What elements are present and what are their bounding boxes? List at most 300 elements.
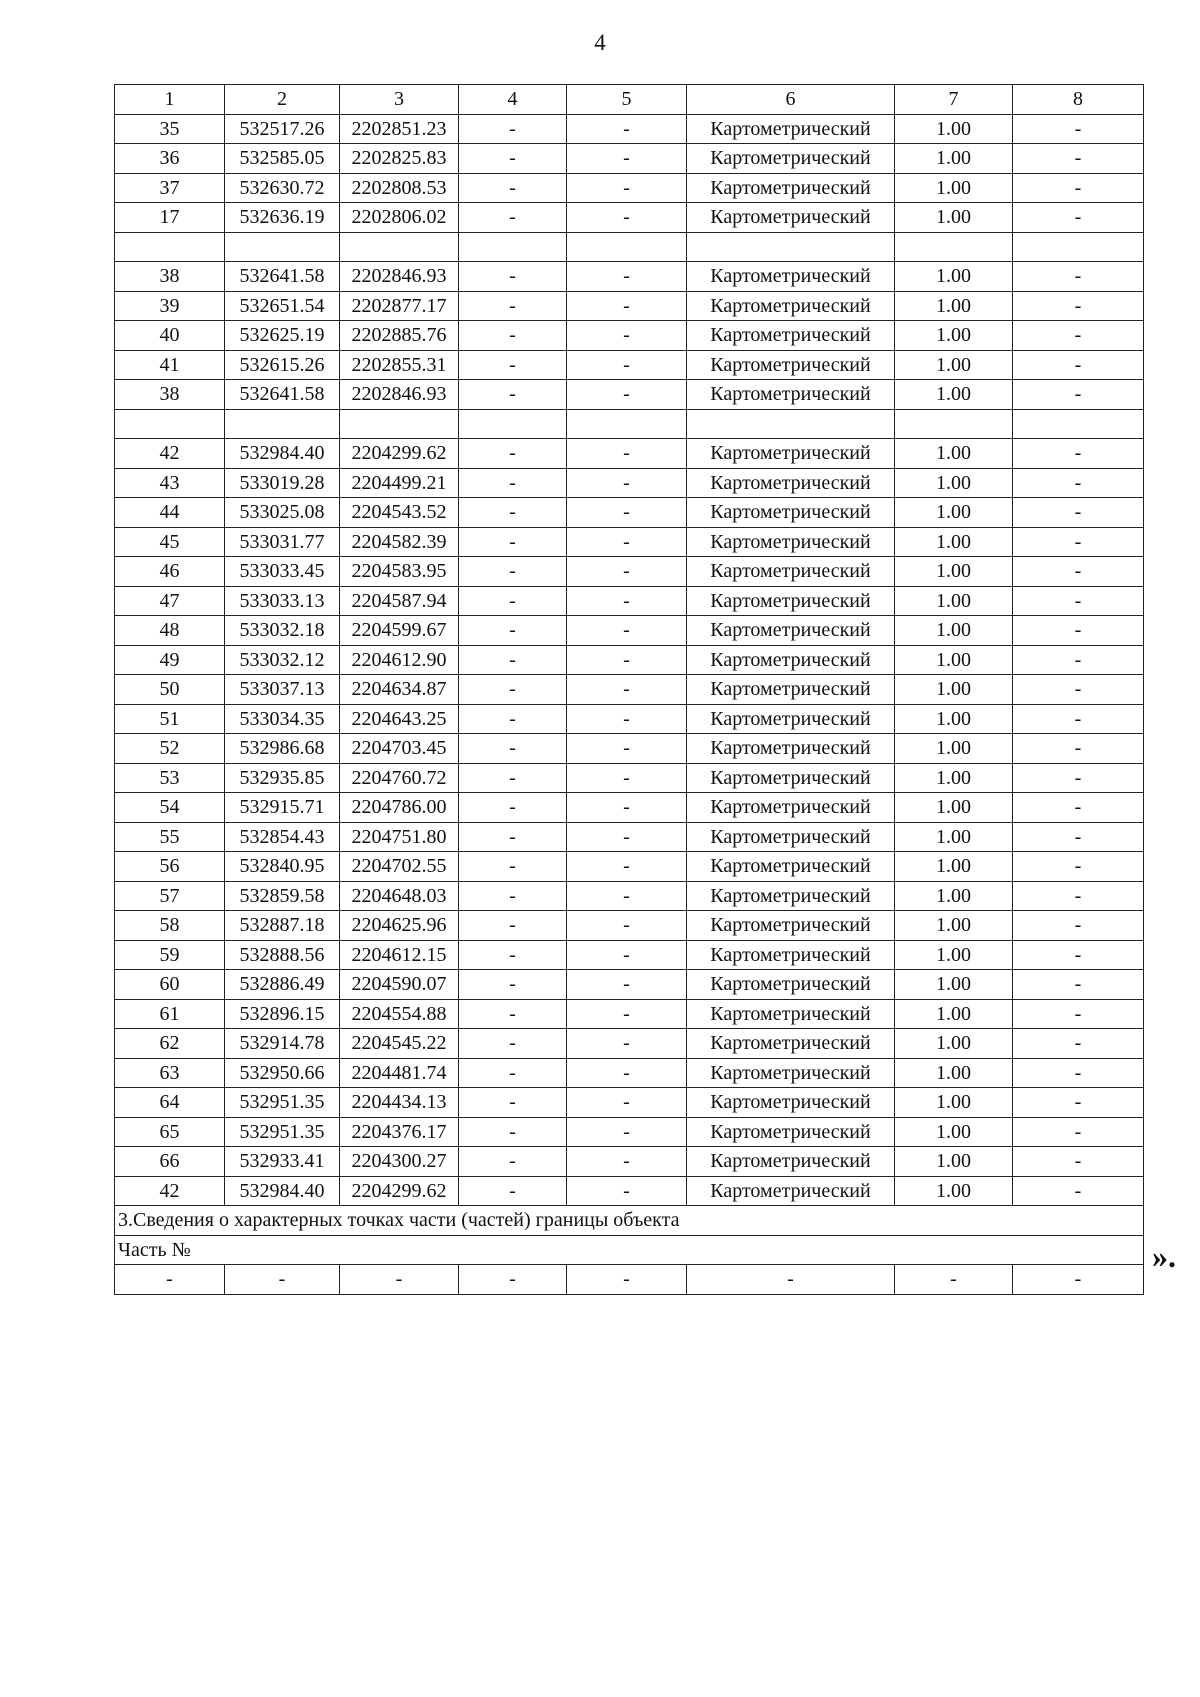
table-cell: - bbox=[1013, 1088, 1144, 1118]
table-cell: Картометрический bbox=[687, 675, 895, 705]
table-cell: 1.00 bbox=[895, 1117, 1013, 1147]
part-cell: - bbox=[340, 1265, 459, 1295]
table-cell: Картометрический bbox=[687, 114, 895, 144]
table-cell: - bbox=[459, 498, 567, 528]
table-cell: - bbox=[567, 675, 687, 705]
table-cell: 2204648.03 bbox=[340, 881, 459, 911]
table-cell: 1.00 bbox=[895, 881, 1013, 911]
table-cell: Картометрический bbox=[687, 144, 895, 174]
table-cell: Картометрический bbox=[687, 822, 895, 852]
table-cell: Картометрический bbox=[687, 527, 895, 557]
table-cell: 44 bbox=[115, 498, 225, 528]
table-cell: 532951.35 bbox=[225, 1117, 340, 1147]
table-cell: 61 bbox=[115, 999, 225, 1029]
table-row bbox=[115, 881, 1144, 911]
table-cell: 50 bbox=[115, 675, 225, 705]
table-cell: 38 bbox=[115, 262, 225, 292]
table-cell: 2204760.72 bbox=[340, 763, 459, 793]
table-cell: Картометрический bbox=[687, 1058, 895, 1088]
table-cell: 2204543.52 bbox=[340, 498, 459, 528]
table-row bbox=[115, 616, 1144, 646]
table-cell: - bbox=[1013, 144, 1144, 174]
header-cell: 7 bbox=[895, 85, 1013, 115]
table-cell: 65 bbox=[115, 1117, 225, 1147]
table-cell: - bbox=[459, 911, 567, 941]
table-cell: - bbox=[567, 173, 687, 203]
table-cell bbox=[687, 232, 895, 262]
table-cell: - bbox=[459, 527, 567, 557]
table-cell: 533033.13 bbox=[225, 586, 340, 616]
table-cell: - bbox=[1013, 822, 1144, 852]
table-cell: - bbox=[567, 616, 687, 646]
table-cell: 56 bbox=[115, 852, 225, 882]
table-cell: 1.00 bbox=[895, 291, 1013, 321]
table-cell: - bbox=[567, 822, 687, 852]
part-cell: - bbox=[225, 1265, 340, 1295]
part-cell: - bbox=[1013, 1265, 1144, 1295]
table-cell: 1.00 bbox=[895, 822, 1013, 852]
table-row bbox=[115, 793, 1144, 823]
header-cell: 4 bbox=[459, 85, 567, 115]
table-cell: Картометрический bbox=[687, 734, 895, 764]
table-cell: - bbox=[567, 999, 687, 1029]
table-cell: 533037.13 bbox=[225, 675, 340, 705]
table-cell: Картометрический bbox=[687, 203, 895, 233]
table-cell: - bbox=[567, 527, 687, 557]
table-cell: - bbox=[567, 468, 687, 498]
table-cell: 1.00 bbox=[895, 557, 1013, 587]
header-cell: 3 bbox=[340, 85, 459, 115]
table-cell: 1.00 bbox=[895, 1176, 1013, 1206]
table-cell: - bbox=[459, 557, 567, 587]
table-cell: 2204434.13 bbox=[340, 1088, 459, 1118]
table-cell: 2204702.55 bbox=[340, 852, 459, 882]
table-cell: 2202855.31 bbox=[340, 350, 459, 380]
table-row bbox=[115, 970, 1144, 1000]
table-cell: 1.00 bbox=[895, 1058, 1013, 1088]
table-cell: 2204376.17 bbox=[340, 1117, 459, 1147]
table-cell: - bbox=[459, 439, 567, 469]
table-row bbox=[115, 144, 1144, 174]
table-cell: 36 bbox=[115, 144, 225, 174]
table-cell: 1.00 bbox=[895, 321, 1013, 351]
table-cell: 1.00 bbox=[895, 350, 1013, 380]
table-cell: - bbox=[567, 1088, 687, 1118]
table-cell: - bbox=[1013, 1058, 1144, 1088]
table-cell: Картометрический bbox=[687, 970, 895, 1000]
table-cell: 2204625.96 bbox=[340, 911, 459, 941]
table-cell: - bbox=[1013, 675, 1144, 705]
table-cell: - bbox=[567, 203, 687, 233]
table-row bbox=[115, 468, 1144, 498]
table-cell: - bbox=[567, 763, 687, 793]
table-cell: - bbox=[459, 675, 567, 705]
table-cell: - bbox=[1013, 527, 1144, 557]
table-cell: 532915.71 bbox=[225, 793, 340, 823]
table-cell: 48 bbox=[115, 616, 225, 646]
table-cell: - bbox=[567, 1117, 687, 1147]
table-cell: 1.00 bbox=[895, 1147, 1013, 1177]
table-cell: - bbox=[567, 970, 687, 1000]
table-cell: - bbox=[1013, 557, 1144, 587]
table-cell: - bbox=[459, 203, 567, 233]
table-row bbox=[115, 173, 1144, 203]
table-row bbox=[115, 114, 1144, 144]
table-cell: - bbox=[459, 852, 567, 882]
table-cell: 2204612.90 bbox=[340, 645, 459, 675]
table-cell: - bbox=[459, 1058, 567, 1088]
table-cell: Картометрический bbox=[687, 793, 895, 823]
table-cell: 2204599.67 bbox=[340, 616, 459, 646]
table-cell: - bbox=[459, 321, 567, 351]
table-cell: 532984.40 bbox=[225, 1176, 340, 1206]
table-cell: 1.00 bbox=[895, 1088, 1013, 1118]
table-cell: 2204583.95 bbox=[340, 557, 459, 587]
table-cell: 45 bbox=[115, 527, 225, 557]
table-cell: Картометрический bbox=[687, 1088, 895, 1118]
table-cell: - bbox=[567, 704, 687, 734]
table-cell: 533032.12 bbox=[225, 645, 340, 675]
table-cell: 2204612.15 bbox=[340, 940, 459, 970]
table-cell: 42 bbox=[115, 1176, 225, 1206]
table-cell: - bbox=[567, 350, 687, 380]
table-cell: - bbox=[567, 881, 687, 911]
table-cell: 532896.15 bbox=[225, 999, 340, 1029]
table-cell: - bbox=[1013, 734, 1144, 764]
part-cell: - bbox=[567, 1265, 687, 1295]
table-cell: 1.00 bbox=[895, 173, 1013, 203]
table-cell: - bbox=[459, 1117, 567, 1147]
table-cell: - bbox=[1013, 645, 1144, 675]
table-cell: - bbox=[567, 586, 687, 616]
table-cell bbox=[1013, 409, 1144, 439]
table-cell: - bbox=[1013, 763, 1144, 793]
table-cell: - bbox=[459, 881, 567, 911]
table-cell: - bbox=[459, 763, 567, 793]
table-row bbox=[115, 645, 1144, 675]
table-cell: 62 bbox=[115, 1029, 225, 1059]
table-cell: 1.00 bbox=[895, 144, 1013, 174]
table-row bbox=[115, 350, 1144, 380]
table-cell bbox=[225, 232, 340, 262]
table-cell: 532636.19 bbox=[225, 203, 340, 233]
table-cell: - bbox=[1013, 1117, 1144, 1147]
table-cell: - bbox=[567, 321, 687, 351]
part-cell: - bbox=[459, 1265, 567, 1295]
table-cell bbox=[895, 232, 1013, 262]
table-row bbox=[115, 1176, 1144, 1206]
table-cell: Картометрический bbox=[687, 645, 895, 675]
table-cell: - bbox=[459, 468, 567, 498]
table-cell: - bbox=[459, 645, 567, 675]
part-cell: - bbox=[115, 1265, 225, 1295]
table-cell: - bbox=[567, 144, 687, 174]
table-cell: Картометрический bbox=[687, 557, 895, 587]
table-cell: 54 bbox=[115, 793, 225, 823]
table-cell bbox=[225, 409, 340, 439]
table-cell: - bbox=[567, 940, 687, 970]
table-cell: 2202806.02 bbox=[340, 203, 459, 233]
table-cell: 2202808.53 bbox=[340, 173, 459, 203]
table-row bbox=[115, 291, 1144, 321]
table-row bbox=[115, 527, 1144, 557]
table-cell: - bbox=[1013, 881, 1144, 911]
table-cell: - bbox=[567, 557, 687, 587]
table-cell bbox=[1013, 232, 1144, 262]
table-cell: - bbox=[1013, 793, 1144, 823]
table-cell: - bbox=[567, 262, 687, 292]
page-number: 4 bbox=[594, 30, 606, 55]
table-cell: - bbox=[1013, 940, 1144, 970]
table-cell: - bbox=[1013, 439, 1144, 469]
table-cell: - bbox=[567, 1058, 687, 1088]
table-cell: 1.00 bbox=[895, 999, 1013, 1029]
table-cell: - bbox=[459, 262, 567, 292]
table-cell: 2204634.87 bbox=[340, 675, 459, 705]
table-cell: 1.00 bbox=[895, 527, 1013, 557]
table-cell bbox=[687, 409, 895, 439]
table-cell: 532859.58 bbox=[225, 881, 340, 911]
table-cell: - bbox=[459, 350, 567, 380]
table-cell: 2204499.21 bbox=[340, 468, 459, 498]
table-cell: Картометрический bbox=[687, 1117, 895, 1147]
table-cell: Картометрический bbox=[687, 1176, 895, 1206]
table-cell: 532641.58 bbox=[225, 262, 340, 292]
table-cell bbox=[115, 409, 225, 439]
table-cell: - bbox=[567, 852, 687, 882]
table-cell bbox=[340, 409, 459, 439]
table-cell: 532887.18 bbox=[225, 911, 340, 941]
table-cell: - bbox=[567, 911, 687, 941]
table-cell: 1.00 bbox=[895, 439, 1013, 469]
table-cell: 2204587.94 bbox=[340, 586, 459, 616]
table-cell: - bbox=[459, 114, 567, 144]
table-cell: 1.00 bbox=[895, 203, 1013, 233]
table-cell: - bbox=[567, 1176, 687, 1206]
table-cell: 2204299.62 bbox=[340, 1176, 459, 1206]
table-cell: 533031.77 bbox=[225, 527, 340, 557]
table-cell: 1.00 bbox=[895, 852, 1013, 882]
table-cell: 49 bbox=[115, 645, 225, 675]
table-cell: Картометрический bbox=[687, 291, 895, 321]
table-cell: - bbox=[459, 822, 567, 852]
table-cell: 1.00 bbox=[895, 645, 1013, 675]
table-cell: 532517.26 bbox=[225, 114, 340, 144]
table-cell: 39 bbox=[115, 291, 225, 321]
part-data-row bbox=[115, 1265, 1144, 1295]
table-cell bbox=[567, 409, 687, 439]
table-cell: Картометрический bbox=[687, 852, 895, 882]
table-cell: Картометрический bbox=[687, 763, 895, 793]
table-row bbox=[115, 822, 1144, 852]
part-cell: - bbox=[687, 1265, 895, 1295]
table-cell: 532585.05 bbox=[225, 144, 340, 174]
table-cell: 2202846.93 bbox=[340, 262, 459, 292]
table-cell bbox=[115, 232, 225, 262]
table-cell: - bbox=[1013, 350, 1144, 380]
table-cell: Картометрический bbox=[687, 350, 895, 380]
table-cell: 1.00 bbox=[895, 1029, 1013, 1059]
table-cell: 532951.35 bbox=[225, 1088, 340, 1118]
table-cell: - bbox=[459, 734, 567, 764]
table-cell: - bbox=[1013, 999, 1144, 1029]
table-cell: 1.00 bbox=[895, 940, 1013, 970]
table-cell: Картометрический bbox=[687, 173, 895, 203]
table-cell: - bbox=[459, 1147, 567, 1177]
table-row bbox=[115, 852, 1144, 882]
table-cell: Картометрический bbox=[687, 911, 895, 941]
table-cell: 533019.28 bbox=[225, 468, 340, 498]
table-cell: Картометрический bbox=[687, 321, 895, 351]
table-row bbox=[115, 262, 1144, 292]
table-cell: Картометрический bbox=[687, 616, 895, 646]
table-cell: 52 bbox=[115, 734, 225, 764]
table-cell: Картометрический bbox=[687, 262, 895, 292]
table-cell: - bbox=[1013, 203, 1144, 233]
table-cell: - bbox=[459, 970, 567, 1000]
table-cell: - bbox=[459, 793, 567, 823]
table-cell: Картометрический bbox=[687, 468, 895, 498]
table-cell bbox=[340, 232, 459, 262]
table-cell bbox=[459, 409, 567, 439]
section-title-row bbox=[115, 1206, 1144, 1236]
table-row bbox=[115, 380, 1144, 410]
header-cell: 6 bbox=[687, 85, 895, 115]
table-cell: 35 bbox=[115, 114, 225, 144]
table-cell: Картометрический bbox=[687, 999, 895, 1029]
table-row bbox=[115, 763, 1144, 793]
table-cell: 1.00 bbox=[895, 734, 1013, 764]
table-cell: - bbox=[459, 291, 567, 321]
coordinates-table-wrapper bbox=[114, 84, 1144, 1295]
table-cell: 59 bbox=[115, 940, 225, 970]
table-cell: - bbox=[567, 734, 687, 764]
table-cell: 532933.41 bbox=[225, 1147, 340, 1177]
table-cell: 2204582.39 bbox=[340, 527, 459, 557]
separator-row bbox=[115, 232, 1144, 262]
table-cell: - bbox=[459, 380, 567, 410]
table-cell: 2204643.25 bbox=[340, 704, 459, 734]
section-footer bbox=[115, 1206, 1144, 1295]
table-cell: - bbox=[1013, 704, 1144, 734]
table-cell bbox=[895, 409, 1013, 439]
table-cell: 2204545.22 bbox=[340, 1029, 459, 1059]
table-row bbox=[115, 439, 1144, 469]
table-cell: 1.00 bbox=[895, 793, 1013, 823]
header-cell: 5 bbox=[567, 85, 687, 115]
section-title: 3.Сведения о характерных точках части (частей) границы объекта bbox=[115, 1206, 1144, 1236]
table-cell: 532984.40 bbox=[225, 439, 340, 469]
table-cell: 532935.85 bbox=[225, 763, 340, 793]
table-cell: 2202846.93 bbox=[340, 380, 459, 410]
table-cell: 532986.68 bbox=[225, 734, 340, 764]
table-cell: - bbox=[1013, 498, 1144, 528]
table-cell: - bbox=[567, 498, 687, 528]
table-cell: 1.00 bbox=[895, 675, 1013, 705]
table-cell: 17 bbox=[115, 203, 225, 233]
table-row bbox=[115, 1058, 1144, 1088]
table-row bbox=[115, 203, 1144, 233]
table-cell: 532625.19 bbox=[225, 321, 340, 351]
header-row bbox=[115, 85, 1144, 115]
table-cell: 533033.45 bbox=[225, 557, 340, 587]
table-cell: 42 bbox=[115, 439, 225, 469]
table-cell: 63 bbox=[115, 1058, 225, 1088]
table-cell: - bbox=[459, 940, 567, 970]
table-cell: 37 bbox=[115, 173, 225, 203]
table-cell: - bbox=[1013, 1176, 1144, 1206]
table-cell: 532651.54 bbox=[225, 291, 340, 321]
table-row bbox=[115, 1088, 1144, 1118]
table-cell: - bbox=[459, 1088, 567, 1118]
table-cell: - bbox=[1013, 468, 1144, 498]
table-cell: - bbox=[459, 1176, 567, 1206]
table-cell: - bbox=[459, 616, 567, 646]
table-cell: 533025.08 bbox=[225, 498, 340, 528]
table-cell: Картометрический bbox=[687, 380, 895, 410]
table-cell: - bbox=[459, 999, 567, 1029]
table-cell: 1.00 bbox=[895, 468, 1013, 498]
table-cell: 1.00 bbox=[895, 616, 1013, 646]
table-cell: 2202885.76 bbox=[340, 321, 459, 351]
separator-row bbox=[115, 409, 1144, 439]
table-cell: - bbox=[1013, 1147, 1144, 1177]
table-cell: - bbox=[459, 1029, 567, 1059]
table-cell: 533034.35 bbox=[225, 704, 340, 734]
table-cell: 1.00 bbox=[895, 704, 1013, 734]
table-cell: - bbox=[1013, 911, 1144, 941]
table-cell: - bbox=[459, 144, 567, 174]
table-row bbox=[115, 1147, 1144, 1177]
table-cell: - bbox=[567, 380, 687, 410]
table-cell: 532641.58 bbox=[225, 380, 340, 410]
part-label: Часть № bbox=[115, 1235, 1144, 1265]
table-cell: 532840.95 bbox=[225, 852, 340, 882]
coordinates-table bbox=[114, 84, 1144, 1295]
table-cell: 53 bbox=[115, 763, 225, 793]
table-cell: Картометрический bbox=[687, 1029, 895, 1059]
table-cell: - bbox=[1013, 586, 1144, 616]
table-cell: 532630.72 bbox=[225, 173, 340, 203]
table-cell: Картометрический bbox=[687, 940, 895, 970]
table-cell: Картометрический bbox=[687, 1147, 895, 1177]
table-cell: 1.00 bbox=[895, 763, 1013, 793]
table-row bbox=[115, 675, 1144, 705]
table-cell: 60 bbox=[115, 970, 225, 1000]
part-label-row bbox=[115, 1235, 1144, 1265]
table-cell: 2202825.83 bbox=[340, 144, 459, 174]
table-cell: 533032.18 bbox=[225, 616, 340, 646]
table-cell: 2204554.88 bbox=[340, 999, 459, 1029]
table-row bbox=[115, 1117, 1144, 1147]
table-cell: - bbox=[459, 704, 567, 734]
table-cell: 66 bbox=[115, 1147, 225, 1177]
table-cell: - bbox=[459, 586, 567, 616]
table-cell: 1.00 bbox=[895, 380, 1013, 410]
table-cell: - bbox=[1013, 616, 1144, 646]
table-cell bbox=[459, 232, 567, 262]
table-cell: Картометрический bbox=[687, 439, 895, 469]
table-cell: - bbox=[1013, 380, 1144, 410]
table-row bbox=[115, 999, 1144, 1029]
table-cell: 57 bbox=[115, 881, 225, 911]
table-cell: 51 bbox=[115, 704, 225, 734]
table-cell: 40 bbox=[115, 321, 225, 351]
table-cell: 1.00 bbox=[895, 586, 1013, 616]
table-cell: - bbox=[1013, 262, 1144, 292]
table-cell: 58 bbox=[115, 911, 225, 941]
table-row bbox=[115, 734, 1144, 764]
